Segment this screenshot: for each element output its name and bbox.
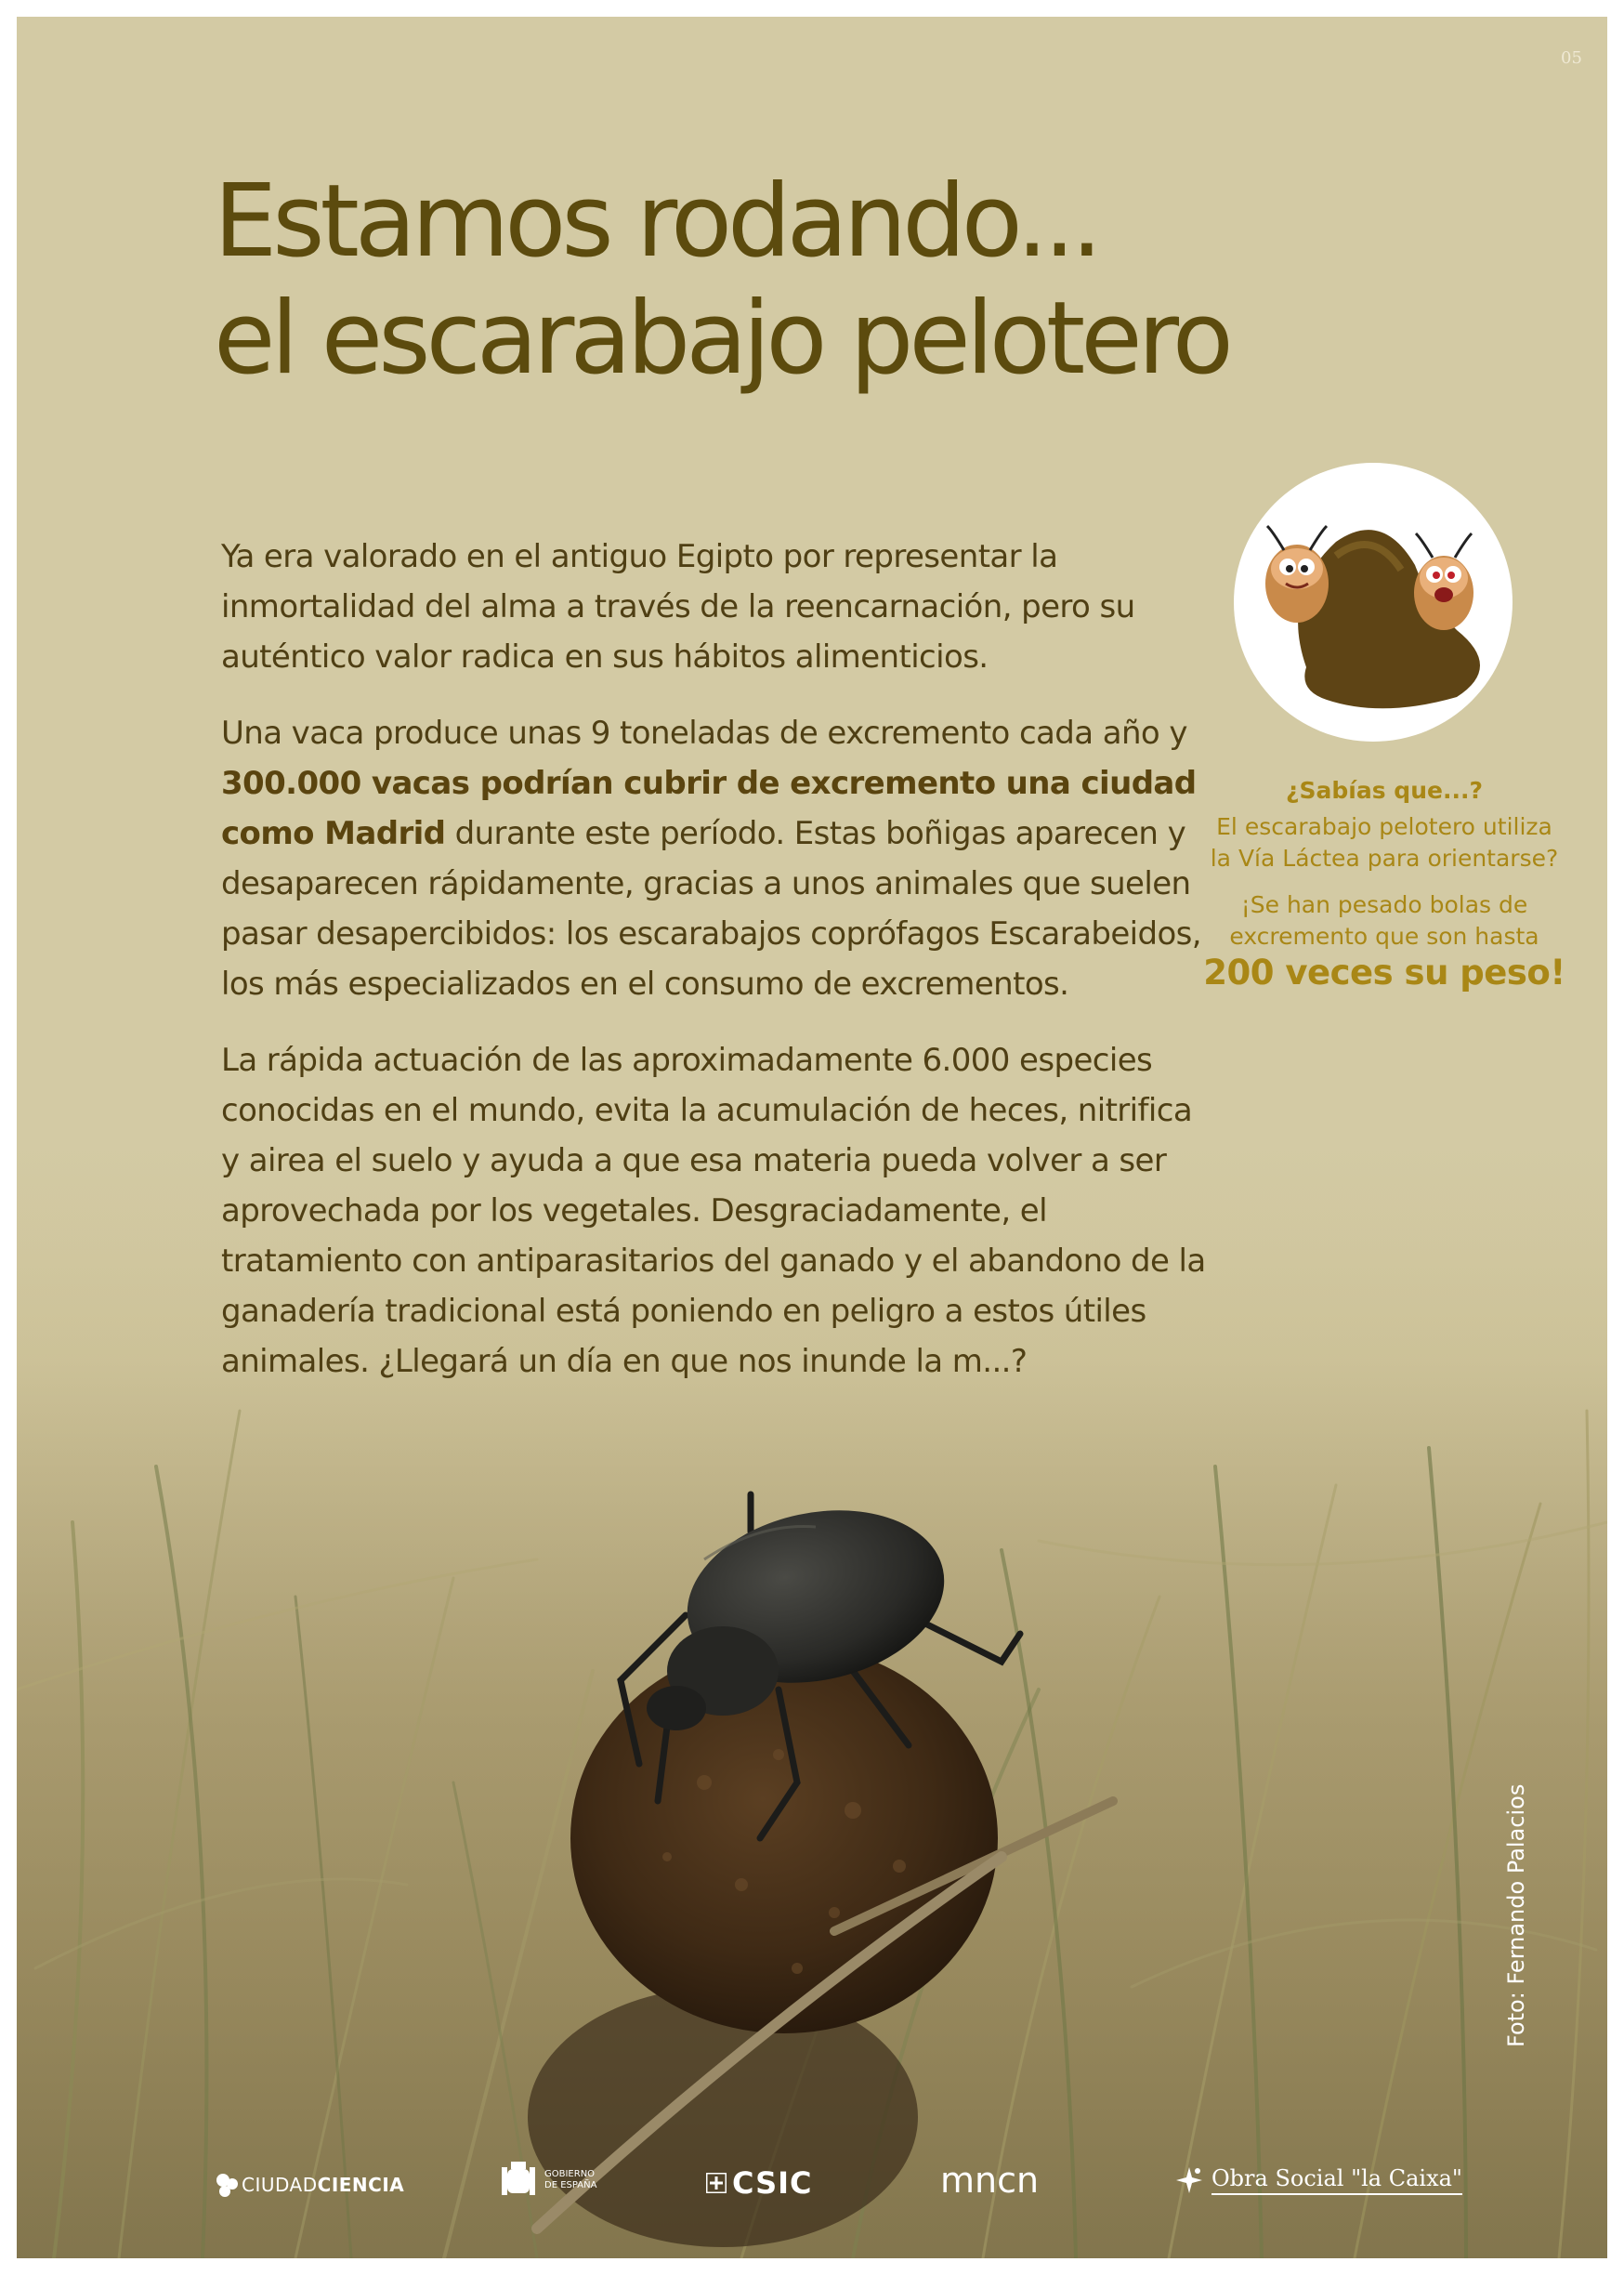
csic-logo	[706, 2165, 813, 2201]
fun-facts-sidebar	[1198, 777, 1570, 993]
page-number: 05	[1561, 48, 1582, 68]
lacaixa-logo	[1174, 2165, 1462, 2195]
page-title	[214, 164, 1282, 398]
paragraph-2-intro: Una vaca produce unas 9 toneladas de excremento cada año y	[221, 715, 1187, 752]
paragraph-3: La rápida actuación de las aproximadamente 6.000 especies conocidas en el mundo, evita la acumulación de heces, nitrifica y airea el suelo y ayuda a que esa materia pueda volver a ser aprovechada por los vegetales. Desgraciadamente, el tratamiento con antiparasitarios del ganado y el abandono de la ganadería tradicional está poniendo en peligro a estos útiles animales. ¿Llegará un día en que nos inunde la m...?	[221, 1042, 1206, 1380]
fact-2-line-1: ¡Se han pesado bolas de	[1240, 891, 1528, 918]
fact-1-line-1: El escarabajo pelotero utiliza	[1216, 813, 1552, 840]
coat-of-arms-icon	[500, 2160, 537, 2201]
gobierno-logo	[500, 2160, 596, 2201]
paragraph-1: Ya era valorado en el antiguo Egipto por representar la inmortalidad del alma a través de la reencarnación, pero su auténtico valor radica en sus hábitos alimenticios.	[221, 538, 1135, 676]
paragraph-2-highlight: 300.000 vacas podrían cubrir de excremento una ciudad como Madrid	[221, 765, 1197, 852]
paragraph-2-rest: durante este período. Estas boñigas aparecen y desaparecen rápidamente, gracias a unos animales que suelen pasar desapercibidos: los escarabajos coprófagos Escarabeidos, los más especializados en el consumo de excrementos.	[221, 815, 1202, 1003]
ciudadciencia-text-b: CIENCIA	[317, 2174, 405, 2196]
ciudadciencia-logo	[214, 2171, 404, 2199]
lacaixa-star-icon	[1174, 2165, 1204, 2195]
poster	[17, 17, 1607, 2258]
gobierno-line-2: DE ESPAÑA	[544, 2180, 597, 2190]
fact-2-highlight: 200 veces su peso!	[1203, 953, 1565, 993]
csic-emblem-icon	[706, 2173, 727, 2193]
mncn-logo: mncn	[940, 2160, 1040, 2201]
fact-1-line-2: la Vía Láctea para orientarse?	[1210, 845, 1559, 872]
csic-text: CSIC	[732, 2165, 813, 2201]
body-text	[221, 532, 1206, 1413]
photo-credit	[1503, 2019, 1531, 2047]
sidebar-question: ¿Sabías que...?	[1286, 777, 1483, 804]
ciudadciencia-text-a: CIUDAD	[242, 2174, 318, 2196]
title-line-2: el escarabajo pelotero	[214, 281, 1229, 397]
gobierno-line-1: GOBIERNO	[544, 2169, 596, 2179]
partner-logos	[17, 2154, 1607, 2229]
title-line-1: Estamos rodando...	[214, 164, 1098, 280]
lacaixa-text: Obra Social "la Caixa"	[1211, 2165, 1462, 2195]
cartoon-beetles-illustration	[1225, 454, 1522, 751]
fact-2-line-2: excremento que son hasta	[1229, 923, 1539, 950]
ciudadciencia-icon	[214, 2171, 242, 2199]
paragraph-2	[221, 708, 1206, 1009]
